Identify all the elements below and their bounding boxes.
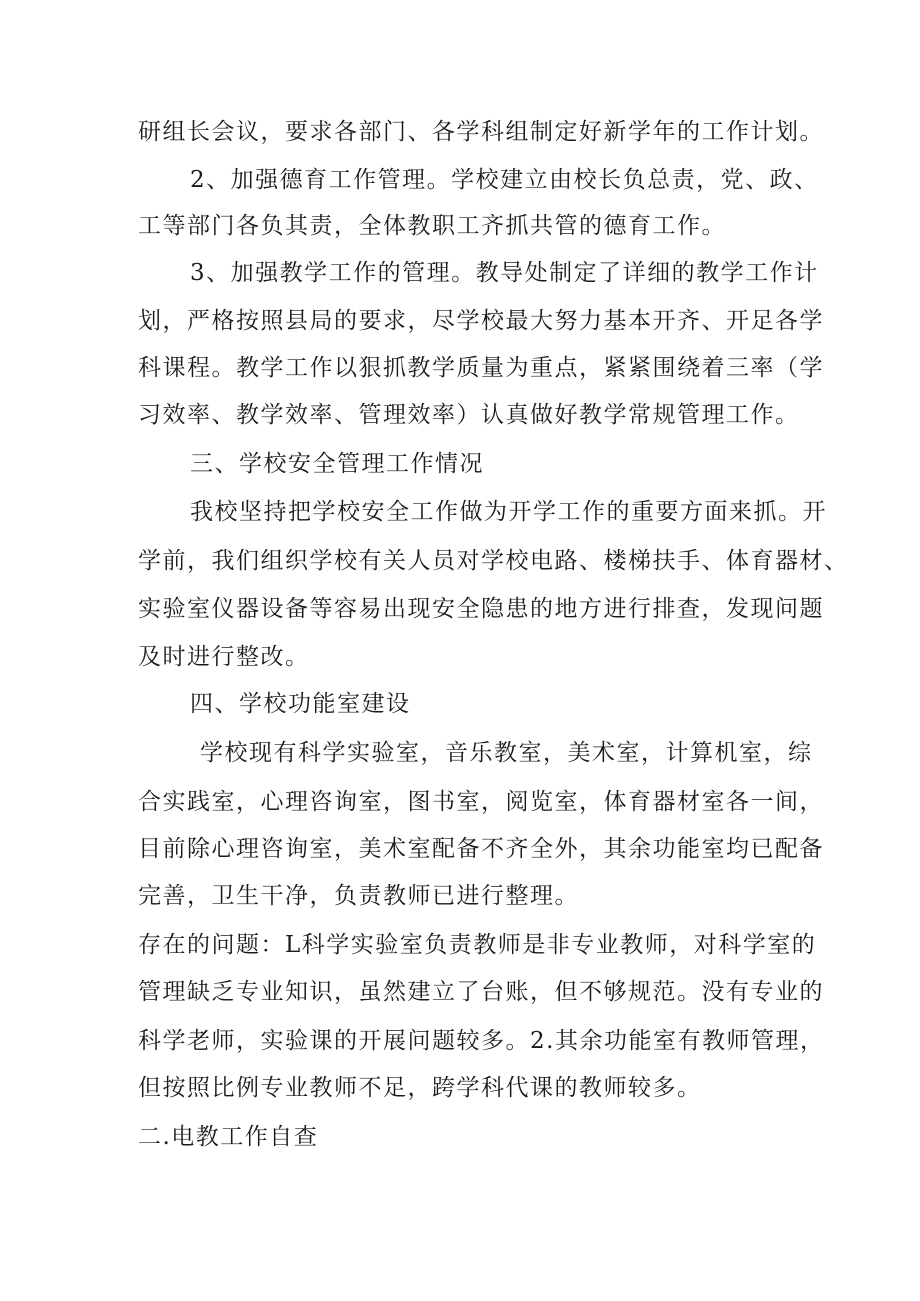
text-line: 工等部门各负其责，全体教职工齐抓共管的德育工作。 <box>138 213 726 239</box>
text-line: 习效率、教学效率、管理效率）认真做好教学常规管理工作。 <box>138 402 800 428</box>
text-line: 学校现有科学实验室，音乐教室，美术室，计算机室，综 <box>200 740 813 766</box>
text-line: 科课程。教学工作以狠抓教学质量为重点，紧紧围绕着三率（学 <box>138 355 824 381</box>
text-line: 实验室仪器设备等容易出现安全隐患的地方进行排查，发现问题 <box>138 596 824 622</box>
text-line: 但按照比例专业教师不足，跨学科代课的教师较多。 <box>138 1075 702 1101</box>
text-line: 划，严格按照县局的要求，尽学校最大努力基本开齐、开足各学 <box>138 308 824 334</box>
text-line: 存在的问题：L科学实验室负责教师是非专业教师，对科学室的 <box>138 932 817 958</box>
text-line: 3、加强教学工作的管理。教导处制定了详细的教学工作计 <box>190 260 819 286</box>
text-line: 及时进行整改。 <box>138 644 310 670</box>
text-line: 研组长会议，要求各部门、各学科组制定好新学年的工作计划。 <box>138 119 824 145</box>
text-line: 2、加强德育工作管理。学校建立由校长负总责，党、政、 <box>190 167 819 193</box>
text-line: 目前除心理咨询室，美术室配备不齐全外，其余功能室均已配备 <box>138 836 824 862</box>
text-line: 科学老师，实验课的开展问题较多。2.其余功能室有教师管理， <box>138 1028 825 1054</box>
section-heading: 三、学校安全管理工作情况 <box>190 451 484 477</box>
text-line: 合实践室，心理咨询室，图书室，阅览室，体育器材室各一间， <box>138 789 824 815</box>
section-heading: 四、学校功能室建设 <box>190 691 411 717</box>
text-line: 管理缺乏专业知识，虽然建立了台账，但不够规范。没有专业的 <box>138 979 824 1005</box>
section-heading: 二.电教工作自查 <box>138 1124 319 1150</box>
text-line: 学前，我们组织学校有关人员对学校电路、楼梯扶手、体育器材、 <box>138 548 849 574</box>
text-line: 完善，卫生干净，负责教师已进行整理。 <box>138 883 579 909</box>
text-line: 我校坚持把学校安全工作做为开学工作的重要方面来抓。开 <box>190 499 827 525</box>
